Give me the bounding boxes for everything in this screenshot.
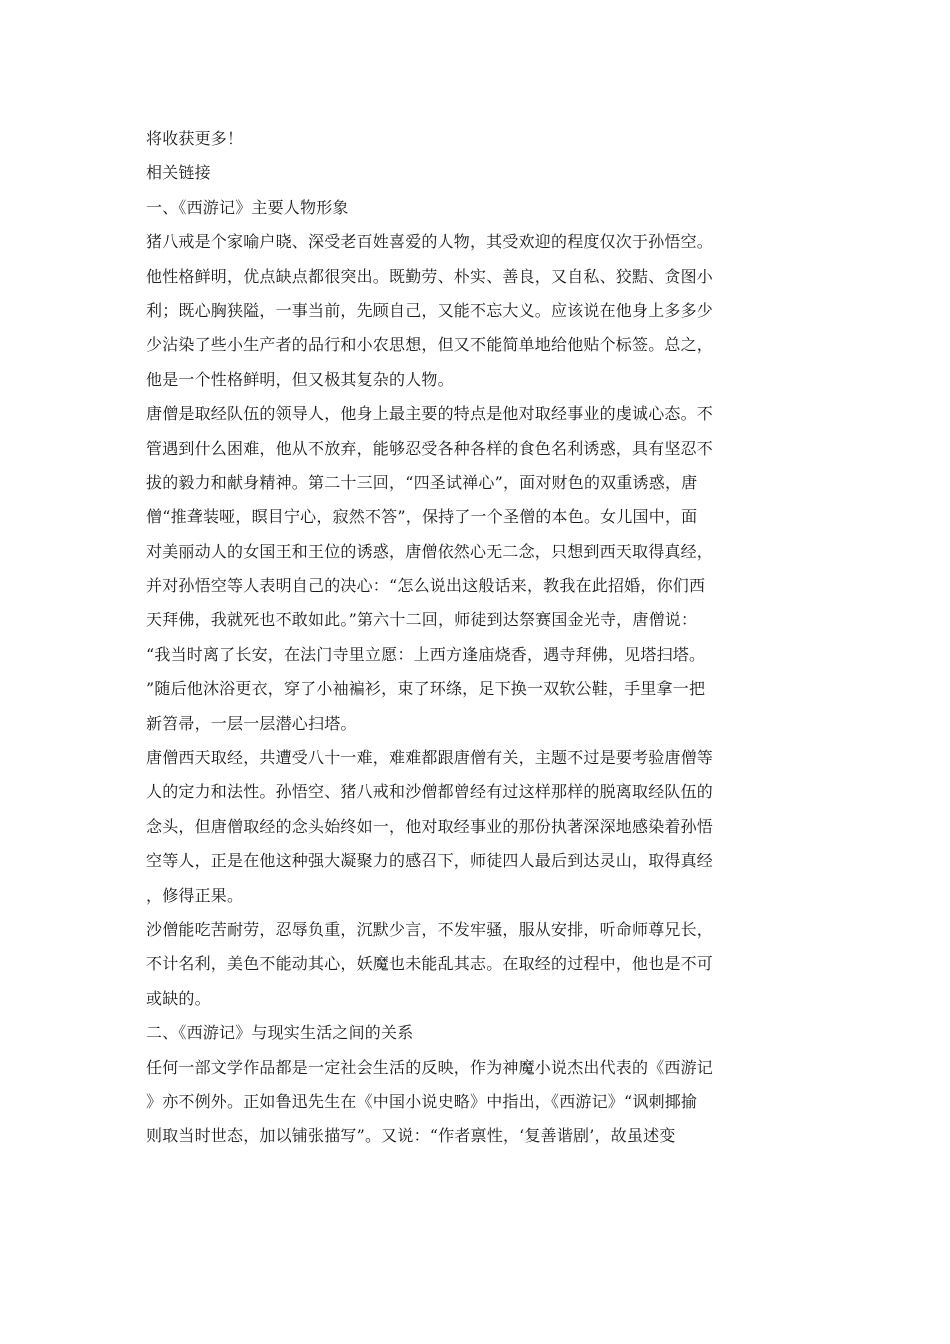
text-line-1: 将收获更多！ bbox=[146, 129, 244, 148]
text-line-7: 少沾染了些小生产者的品行和小农思想，但又不能简单地给他贴个标签。总之， bbox=[146, 335, 714, 355]
text-line-11: 拔的毅力和献身精神。第二十三回，“四圣试禅心”，面对财色的双重诱惑，唐 bbox=[146, 472, 698, 492]
text-line-5: 他性格鲜明，优点缺点都很突出。既勤劳、朴实、善良，又自私、狡黠、贪图小 bbox=[146, 266, 714, 286]
text-line-28: 任何一部文学作品都是一定社会生活的反映，作为神魔小说杰出代表的《西游记 bbox=[146, 1057, 714, 1077]
text-line-8: 他是一个性格鲜明，但又极其复杂的人物。 bbox=[146, 369, 454, 389]
section-heading-2: 二、《西游记》与现实生活之间的关系 bbox=[146, 1023, 414, 1043]
section-heading-1: 一、《西游记》主要人物形象 bbox=[146, 197, 349, 217]
text-line-29: 》亦不例外。正如鲁迅先生在《中国小说史略》中指出，《西游记》“讽刺揶揄 bbox=[146, 1091, 698, 1111]
text-line-16: “我当时离了长安，在法门寺里立愿：上西方逢庙烧香，遇寺拜佛，见塔扫塔。 bbox=[146, 644, 706, 664]
text-line-4: 猪八戒是个家喻户晓、深受老百姓喜爱的人物，其受欢迎的程度仅次于孙悟空。 bbox=[146, 232, 714, 252]
text-line-15: 天拜佛，我就死也不敢如此。”第六十二回，师徒到达祭赛国金光寺，唐僧说： bbox=[146, 610, 698, 630]
document-page bbox=[146, 122, 736, 1154]
text-line-18: 新笤帚，一层一层潜心扫塔。 bbox=[146, 713, 357, 733]
text-line-14: 并对孙悟空等人表明自己的决心：“怎么说出这般话来，教我在此招婚，你们西 bbox=[146, 576, 706, 596]
text-line-related-links: 相关链接 bbox=[146, 163, 211, 183]
text-line-13: 对美丽动人的女国王和王位的诱惑，唐僧依然心无二念，只想到西天取得真经， bbox=[146, 541, 714, 561]
text-line-9: 唐僧是取经队伍的领导人，他身上最主要的特点是他对取经事业的虔诚心态。不 bbox=[146, 404, 714, 424]
text-line-17: ”随后他沐浴更衣，穿了小袖褊衫，束了环绦，足下换一双软公鞋，手里拿一把 bbox=[146, 679, 706, 699]
text-line-22: 空等人，正是在他这种强大凝聚力的感召下，师徒四人最后到达灵山，取得真经 bbox=[146, 851, 714, 871]
text-line-21: 念头，但唐僧取经的念头始终如一，他对取经事业的那份执著深深地感染着孙悟 bbox=[146, 816, 714, 836]
text-line-12: 僧“推聋装哑，瞑目宁心，寂然不答”，保持了一个圣僧的本色。女儿国中，面 bbox=[146, 507, 698, 527]
text-line-24: 沙僧能吃苦耐劳，忍辱负重，沉默少言，不发牢骚，服从安排，听命师尊兄长， bbox=[146, 919, 714, 939]
text-line-20: 人的定力和法性。孙悟空、猪八戒和沙僧都曾经有过这样那样的脱离取经队伍的 bbox=[146, 782, 714, 802]
text-line-30: 则取当时世态，加以铺张描写”。又说：“作者禀性，‘复善谐剧’，故虽述变 bbox=[146, 1126, 676, 1146]
text-line-10: 管遇到什么困难，他从不放弃，能够忍受各种各样的食色名利诱惑，具有坚忍不 bbox=[146, 438, 714, 458]
text-line-25: 不计名利，美色不能动其心，妖魔也未能乱其志。在取经的过程中，他也是不可 bbox=[146, 954, 714, 974]
text-line-6: 利；既心胸狭隘，一事当前，先顾自己，又能不忘大义。应该说在他身上多多少 bbox=[146, 300, 714, 320]
text-line-19: 唐僧西天取经，共遭受八十一难，难难都跟唐僧有关，主题不过是要考验唐僧等 bbox=[146, 748, 714, 768]
text-line-23: ，修得正果。 bbox=[146, 885, 244, 905]
text-line-26: 或缺的。 bbox=[146, 988, 211, 1008]
